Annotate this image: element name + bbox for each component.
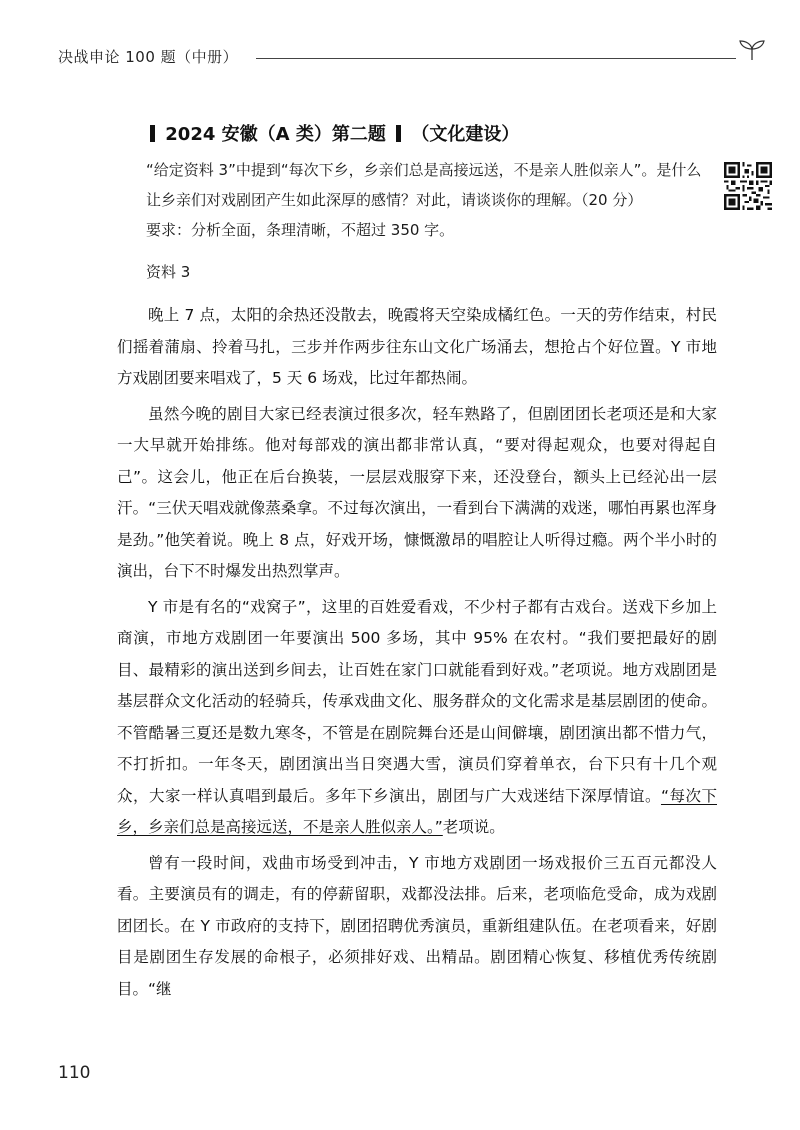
page-number: 110: [58, 1063, 91, 1083]
title-bar-left: [150, 125, 155, 142]
sprout-icon: [734, 38, 770, 62]
book-title: 决战申论 100 题（中册）: [58, 48, 239, 66]
material-body: [117, 300, 717, 1005]
underlined-quote: “每次下乡，乡亲们总是高接远送，不是亲人胜似亲人。”: [117, 786, 717, 836]
question-text: “给定资料 3”中提到“每次下乡，乡亲们总是高接远送，不是亲人胜似亲人”。是什么让乡亲们对戏剧团产生如此深厚的感情？对此，请谈谈你的理解。（20 分）: [146, 161, 702, 209]
section-title-topic: （文化建设）: [411, 124, 520, 145]
material-paragraph-4: 曾有一段时间，戏曲市场受到冲击，Y 市地方戏剧团一场戏报价三五百元都没人看。主要演员有的调走，有的停薪留职，戏都没法排。后来，老项临危受命，成为戏剧团团长。在 Y 市政府的支持下，剧团招聘优秀演员，重新组建队伍。在老项看来，好剧目是剧团生存发展的命根子，必须排好戏、出精品。剧团精心恢复、移植优秀传统剧目。“继: [117, 853, 717, 998]
question-block: [146, 155, 716, 287]
title-bar-right: [396, 125, 401, 142]
header-rule: [256, 58, 736, 59]
section-title-main: 2024 安徽（A 类）第二题: [165, 124, 386, 145]
paragraph-3-tail: 老项说。: [442, 818, 505, 836]
section-title: [146, 120, 519, 146]
material-label: 资料 3: [146, 263, 191, 281]
material-paragraph-3: [117, 592, 717, 844]
material-paragraph-2: 虽然今晚的剧目大家已经表演过很多次，轻车熟路了，但剧团团长老项还是和大家一大早就开始排练。他对每部戏的演出都非常认真，“要对得起观众，也要对得起自己”。这会儿，他正在后台换装，一层层戏服穿下来，还没登台，额头上已经沁出一层汗。“三伏天唱戏就像蒸桑拿。不过每次演出，一看到台下满满的戏迷，哪怕再累也浑身是劲。”他笑着说。晚上 8 点，好戏开场，慷慨激昂的唱腔让人听得过瘾。两个半小时的演出，台下不时爆发出热烈掌声。: [117, 404, 717, 580]
requirement-text: 要求：分析全面，条理清晰，不超过 350 字。: [146, 221, 455, 239]
paragraph-3-text: Y 市是有名的“戏窝子”，这里的百姓爱看戏，不少村子都有古戏台。送戏下乡加上商演，市地方戏剧团一年要演出 500 多场，其中 95% 在农村。“我们要把最好的剧目、最精彩的演出送到乡间去，让百姓在家门口就能看到好戏。”老项说。地方戏剧团是基层群众文化活动的轻骑兵，传承戏曲文化、服务群众的文化需求是基层剧团的使命。不管酷暑三夏还是数九寒冬，不管是在剧院舞台还是山间僻壤，剧团演出都不惜力气，不打折扣。一年冬天，剧团演出当日突遇大雪，演员们穿着单衣，台下只有十几个观众，大家一样认真唱到最后。多年下乡演出，剧团与广大戏迷结下深厚情谊。: [117, 597, 717, 805]
page-header: [58, 46, 728, 70]
material-paragraph-1: 晚上 7 点，太阳的余热还没散去，晚霞将天空染成橘红色。一天的劳作结束，村民们摇着蒲扇、拎着马扎，三步并作两步往东山文化广场涌去，想抢占个好位置。Y 市地方戏剧团要来唱戏了，5 天 6 场戏，比过年都热闹。: [117, 306, 717, 387]
qr-code-icon[interactable]: [724, 162, 772, 210]
